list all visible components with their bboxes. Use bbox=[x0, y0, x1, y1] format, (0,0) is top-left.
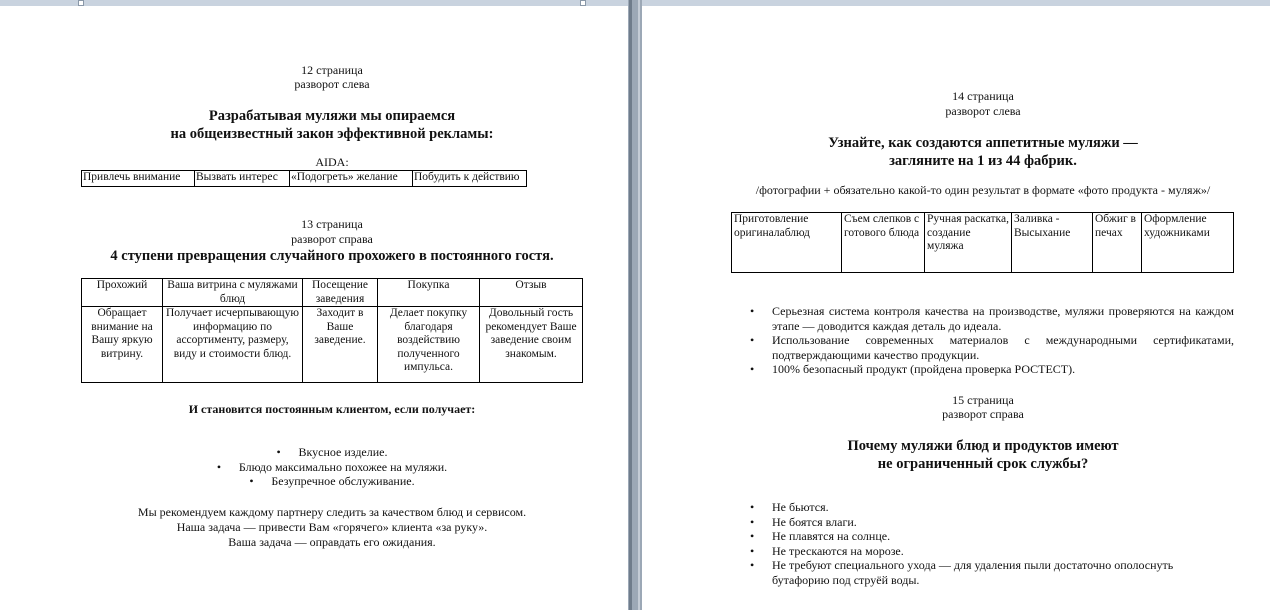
table-row bbox=[82, 307, 583, 383]
bullet-icon: • bbox=[750, 500, 755, 514]
table-cell: Обращает внимание на Вашу яркую витрину. bbox=[82, 307, 163, 383]
spread-label: разворот справа bbox=[291, 232, 373, 246]
section-heading: на общеизвестный закон эффективной рекламы: bbox=[170, 126, 494, 142]
section-heading: не ограниченный срок службы? bbox=[877, 456, 1089, 472]
aida-label: AIDA: bbox=[315, 155, 349, 169]
table-row bbox=[82, 171, 527, 187]
bullet-icon: • bbox=[750, 304, 755, 318]
table-cell: Довольный гость рекомендует Ваше заведение своим знакомым. bbox=[480, 307, 583, 383]
spread-label: разворот слева bbox=[945, 104, 1021, 118]
table-header-cell: Ваша витрина с муляжами блюд bbox=[163, 279, 303, 307]
list-item: • Блюдо максимально похожее на муляжи. bbox=[216, 459, 448, 474]
photo-note: /фотографии + обязательно какой-то один результат в формате «фото продукта - муляж»/ bbox=[755, 183, 1211, 197]
bullet-icon: • bbox=[750, 514, 755, 529]
table-row bbox=[82, 279, 583, 307]
durability-list bbox=[732, 500, 1218, 587]
table-row bbox=[732, 213, 1234, 273]
bullet-icon: • bbox=[750, 543, 755, 558]
page-separator bbox=[628, 0, 642, 610]
table-cell: Приготовление оригиналаблюд bbox=[732, 213, 842, 273]
table-cell: Ручная раскатка, создание муляжа bbox=[925, 213, 1012, 273]
page-number-13: 13 страница bbox=[301, 217, 363, 231]
list-item: • Использование современных материалов с международными сертификатами, подтверждающими качество продукции. bbox=[750, 333, 1234, 362]
list-item: • 100% безопасный продукт (пройдена проверка РОСТЕСТ). bbox=[750, 362, 1076, 376]
quality-list bbox=[732, 304, 1234, 377]
bullet-icon: • bbox=[216, 459, 222, 474]
steps-table bbox=[81, 278, 583, 383]
table-header-cell: Посещение заведения bbox=[303, 279, 378, 307]
closing-text: Мы рекомендуем каждому партнеру следить за качеством блюд и сервисом. bbox=[137, 505, 527, 519]
closing-text: Ваша задача — оправдать его ожидания. bbox=[228, 535, 436, 549]
aida-table bbox=[81, 170, 527, 187]
table-cell: Вызвать интерес bbox=[195, 171, 290, 187]
page-number-12: 12 страница bbox=[301, 63, 363, 77]
document-page-left bbox=[0, 6, 628, 610]
subheading: И становится постоянным клиентом, если получает: bbox=[188, 402, 476, 416]
page-number-14: 14 страница bbox=[952, 89, 1014, 103]
section-heading: 4 ступени превращения случайного прохожего в постоянного гостя. bbox=[110, 248, 554, 264]
bullet-icon: • bbox=[249, 474, 254, 488]
bullet-icon: • bbox=[750, 558, 755, 572]
table-header-cell: Отзыв bbox=[480, 279, 583, 307]
table-cell: Побудить к действию bbox=[413, 171, 527, 187]
table-header-cell: Покупка bbox=[378, 279, 480, 307]
section-heading: Разрабатывая муляжи мы опираемся bbox=[208, 108, 456, 124]
bullet-icon: • bbox=[750, 529, 755, 543]
table-cell: Привлечь внимание bbox=[82, 171, 195, 187]
list-item: • Не требуют специального ухода — для удаления пыли достаточно ополоснуть бутафорию под струёй воды. bbox=[750, 558, 1174, 587]
table-cell: Заходит в Ваше заведение. bbox=[303, 307, 378, 383]
table-cell: Заливка - Высыхание bbox=[1012, 213, 1093, 273]
list-item: • Не боятся влаги. bbox=[750, 514, 857, 529]
table-cell: Обжиг в печах bbox=[1093, 213, 1142, 273]
table-cell: Получает исчерпывающую информацию по ассортименту, размеру, виду и стоимости блюд. bbox=[163, 307, 303, 383]
page-number-15: 15 страница bbox=[952, 393, 1014, 407]
bullet-icon: • bbox=[750, 333, 755, 347]
list-item: • Не трескаются на морозе. bbox=[750, 543, 904, 558]
table-cell: Делает покупку благодаря воздействию полученного импульса. bbox=[378, 307, 480, 383]
bullet-icon: • bbox=[276, 445, 281, 459]
list-item: • Серьезная система контроля качества на производстве, муляжи проверяются на каждом этапе — доводится каждая деталь до идеала. bbox=[750, 304, 1234, 333]
section-heading: Почему муляжи блюд и продуктов имеют bbox=[847, 438, 1119, 454]
document-page-right bbox=[642, 6, 1270, 610]
bullet-icon: • bbox=[750, 362, 755, 376]
section-heading: Узнайте, как создаются аппетитные муляжи — bbox=[828, 135, 1138, 151]
list-item: • Безупречное обслуживание. bbox=[249, 474, 415, 488]
benefits-list bbox=[140, 445, 524, 489]
table-header-cell: Прохожий bbox=[82, 279, 163, 307]
table-cell: «Подогреть» желание bbox=[290, 171, 413, 187]
closing-text: Наша задача — привести Вам «горячего» клиента «за руку». bbox=[176, 520, 488, 534]
list-item: • Не бьются. bbox=[750, 500, 829, 514]
table-cell: Съем слепков с готового блюда bbox=[842, 213, 925, 273]
list-item: • Не плавятся на солнце. bbox=[750, 529, 891, 543]
spread-label: разворот справа bbox=[942, 407, 1024, 421]
table-cell: Оформление художниками bbox=[1142, 213, 1234, 273]
spread-label: разворот слева bbox=[294, 77, 370, 91]
process-table bbox=[731, 212, 1234, 273]
section-heading: загляните на 1 из 44 фабрик. bbox=[889, 153, 1077, 169]
list-item: • Вкусное изделие. bbox=[276, 445, 388, 459]
